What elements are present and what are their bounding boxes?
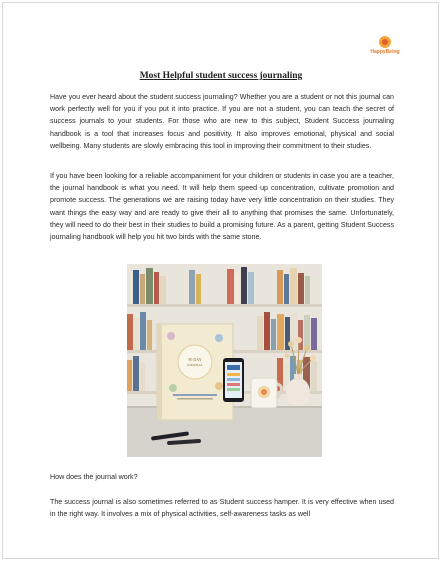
logo-text: HappyBeing [370, 49, 400, 55]
svg-text:90 DAY: 90 DAY [188, 357, 202, 362]
brand-logo [368, 36, 402, 55]
subheading-how-it-works: How does the journal work? [50, 473, 138, 481]
sun-logo-icon [379, 36, 391, 48]
svg-text:JOURNAL: JOURNAL [187, 363, 203, 367]
paragraph-how-it-works: The success journal is also sometimes referred to as Student success hamper. It is very effective when used in the right way. It involves a mix of physical activities, self-awareness tasks as well [50, 498, 394, 519]
journal-book [157, 324, 233, 420]
product-photo [127, 264, 322, 457]
paragraph-parents: If you have been looking for a reliable accompaniment for your children or students in case you are a teacher, the journal handbook is what you need. It will help them speed up concentration, cultivate promotion and promote success. The generations we are raising today have very little concentration on their studies. They want things the easy way and are ready to give their all to anything that promises the same. Unfortunately, they will need to do their best in their studies to build a promising future. As a parent, getting Student Success journaling handbook will help you hit two birds with the same stone. [50, 172, 394, 242]
page-title: Most Helpful student success journaling [139, 71, 303, 81]
paragraph-intro: Have you ever heard about the student success journaling? Whether you are a student or not this journal can work perfectly well for you if you put it into practice. If you are not a student, you can teach the secret of success journals to your students. For those who are new to this subject, Student Success journaling handbook is a tool that increases focus and positivity. It also improves emotional, physical and social wellbeing. Many students are slowly embracing this tool in improving their commitment to their studies. [50, 93, 394, 150]
phone [223, 358, 244, 402]
mug [251, 378, 282, 408]
